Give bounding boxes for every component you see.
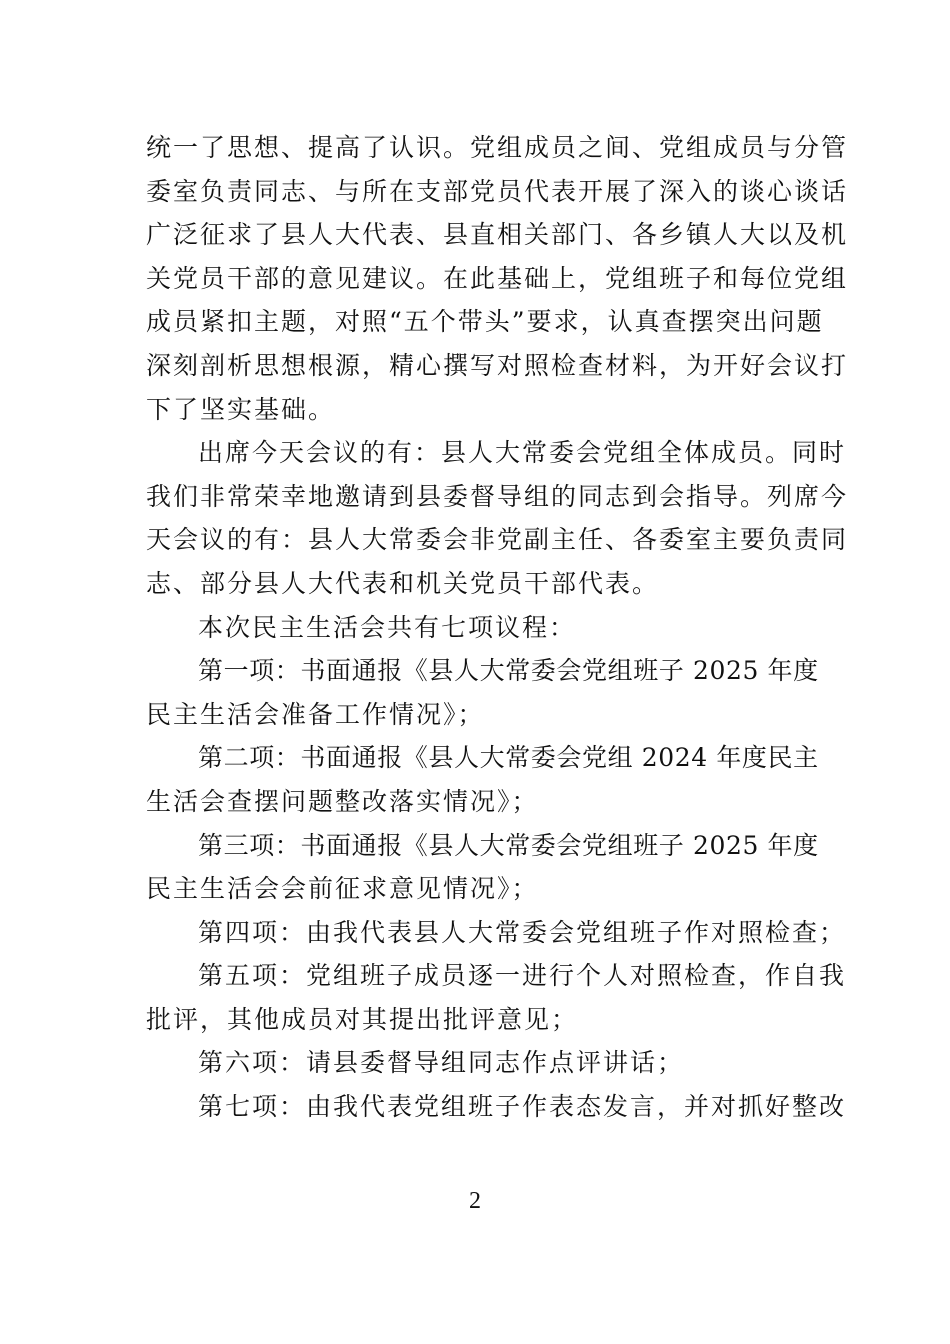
text-line: 关党员干部的意见建议。在此基础上，党组班子和每位党组: [146, 263, 849, 293]
agenda-item-2: 第二项：书面通报《县人大常委会党组 2024 年度民主: [198, 743, 819, 773]
body-text: [146, 126, 849, 1129]
agenda-item-6: 第六项：请县委督导组同志作点评讲话；: [198, 1048, 685, 1078]
text-line: 批评，其他成员对其提出批评意见；: [146, 1004, 579, 1034]
page-number: 2: [469, 1188, 481, 1214]
agenda-item-1: 第一项：书面通报《县人大常委会党组班子 2025 年度: [198, 656, 819, 686]
text-line: 广泛征求了县人大代表、县直相关部门、各乡镇人大以及机: [146, 220, 849, 250]
text-line: 委室负责同志、与所在支部党员代表开展了深入的谈心谈话: [146, 176, 849, 206]
agenda-item-4: 第四项：由我代表县人大常委会党组班子作对照检查；: [198, 917, 847, 947]
text-line: 我们非常荣幸地邀请到县委督导组的同志到会指导。列席今: [146, 481, 849, 511]
text-line: 生活会查摆问题整改落实情况》；: [146, 786, 539, 816]
paragraph-first-line: 出席今天会议的有：县人大常委会党组全体成员。同时: [198, 438, 847, 468]
text-line: 统一了思想、提高了认识。党组成员之间、党组成员与分管: [146, 133, 849, 162]
agenda-item-5: 第五项：党组班子成员逐一进行个人对照检查，作自我: [198, 961, 847, 991]
text-line: 志、部分县人大代表和机关党员干部代表。: [146, 568, 660, 598]
text-line: 深刻剖析思想根源，精心撰写对照检查材料，为开好会议打: [146, 350, 849, 380]
text-line: 成员紧扣主题，对照“五个带头”要求，认真查摆突出问题: [146, 307, 824, 337]
text-line: 民主生活会准备工作情况》；: [146, 699, 485, 729]
text-line: 天会议的有：县人大常委会非党副主任、各委室主要负责同: [146, 525, 849, 555]
text-line: 民主生活会会前征求意见情况》；: [146, 874, 539, 904]
agenda-item-3: 第三项：书面通报《县人大常委会党组班子 2025 年度: [198, 830, 819, 860]
agenda-item-7: 第七项：由我代表党组班子作表态发言，并对抓好整改: [198, 1092, 847, 1122]
text-line: 下了坚实基础。: [146, 394, 336, 424]
paragraph-first-line: 本次民主生活会共有七项议程：: [198, 612, 577, 642]
